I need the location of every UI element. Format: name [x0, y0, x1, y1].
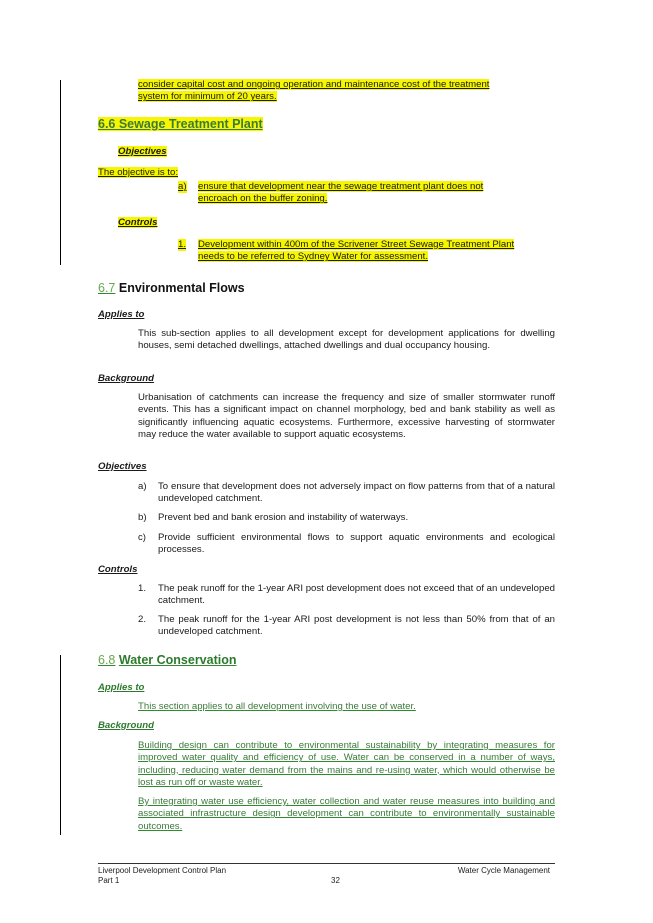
- section-6-7-background-text: Urbanisation of catchments can increase the frequency and size of smaller stormwater runoff events. This has a significant impact on channel morphology, bed and bank stability as well as significantly influencing aquatic ecosystems. Furthermore, excessive harvesting of stormwater may reduce the water available to support aquatic ecosystems.: [138, 392, 555, 440]
- section-6-8-title: [98, 653, 237, 667]
- section-6-7-applies-heading: Applies to: [98, 309, 145, 320]
- list-marker: b): [138, 512, 147, 523]
- section-6-6-intro-text: The objective is to:: [98, 167, 178, 178]
- section-6-7-number: 6.7: [98, 281, 116, 295]
- footer-part: Part 1: [98, 875, 120, 885]
- section-6-6-title-text: 6.6 Sewage Treatment Plant: [98, 117, 263, 131]
- continuation-line-1: consider capital cost and ongoing operation and maintenance cost of the treatment: [138, 79, 490, 90]
- control-1-line-1: Development within 400m of the Scrivener Street Sewage Treatment Plant: [198, 239, 515, 250]
- section-6-8-title-text: Water Conservation: [118, 653, 237, 667]
- objective-a-line-1: ensure that development near the sewage treatment plant does not: [198, 181, 484, 192]
- footer-rule: [98, 863, 555, 864]
- section-6-7-title: [98, 281, 245, 295]
- control-text: The peak runoff for the 1-year ARI post development does not exceed that of an undeveloped catchment.: [158, 583, 555, 607]
- section-6-6-controls-heading: [118, 217, 157, 228]
- list-marker: a): [138, 481, 147, 492]
- section-6-6-controls-label: Controls: [118, 217, 158, 228]
- revision-bar-top: [60, 80, 61, 265]
- continuation-line-2: system for minimum of 20 years.: [138, 91, 277, 103]
- section-6-8-background-heading: Background: [98, 720, 154, 731]
- section-6-7-control-1: [138, 583, 555, 608]
- revision-bar-bottom: [60, 655, 61, 835]
- section-6-8-applies-text: This section applies to all development involving the use of water.: [138, 701, 416, 712]
- list-marker: 1.: [178, 239, 187, 250]
- continuation-text: [138, 79, 555, 104]
- section-6-7-control-2: [138, 614, 555, 639]
- control-1-line-2: needs to be referred to Sydney Water for assessment.: [198, 251, 429, 263]
- section-6-7-objective-b: [138, 512, 555, 524]
- footer-left: [98, 866, 226, 885]
- section-6-7-title-text: Environmental Flows: [118, 281, 245, 295]
- objective-text: Prevent bed and bank erosion and instability of waterways.: [158, 512, 409, 523]
- footer-right: Water Cycle Management: [457, 866, 550, 875]
- objective-a-line-2: encroach on the buffer zoning.: [198, 193, 328, 205]
- page-number: 32: [331, 876, 340, 885]
- section-6-6-objectives-label: Objectives: [118, 146, 167, 157]
- section-6-6-control-1: [178, 239, 555, 264]
- section-6-7-controls-heading: Controls: [98, 564, 138, 575]
- section-6-8-number: 6.8: [98, 653, 116, 667]
- section-6-7-applies-text: This sub-section applies to all development except for development applications for dwelling houses, semi detached dwellings, attached dwellings and dual occupancy housing.: [138, 328, 555, 352]
- list-marker: 1.: [138, 583, 147, 594]
- section-6-8-background-p2: By integrating water use efficiency, water collection and water reuse measures into building and associated infrastructure design development can contribute to environmentally sustainable outcomes.: [138, 796, 555, 832]
- section-6-8-applies-heading: Applies to: [98, 682, 145, 693]
- objective-text: Provide sufficient environmental flows to support aquatic environments and ecological processes.: [158, 532, 555, 556]
- objective-text: To ensure that development does not adversely impact on flow patterns from that of a natural undeveloped catchment.: [158, 481, 555, 505]
- list-marker: a): [178, 181, 187, 192]
- list-marker: 2.: [138, 614, 147, 625]
- section-6-7-objective-a: [138, 481, 555, 506]
- section-6-7-objective-c: [138, 532, 555, 557]
- section-6-6-objective-a: [178, 181, 555, 206]
- section-6-8-background-p1: Building design can contribute to environmental sustainability by integrating measures for improved water quality and efficiency of use. Water can be conserved in a number of ways, including, reducing water demand from the mains and re-using water, which would otherwise be lost as run off or waste water.: [138, 740, 555, 788]
- control-text: The peak runoff for the 1-year ARI post development is not less than 50% from that of an undeveloped catchment.: [158, 614, 555, 638]
- section-6-7-background-heading: Background: [98, 373, 154, 384]
- section-6-6-objectives-heading: [118, 146, 167, 157]
- section-6-6-title: [98, 117, 263, 131]
- list-marker: c): [138, 532, 146, 543]
- footer-plan-name: Liverpool Development Control Plan: [98, 866, 227, 875]
- section-6-6-intro: [98, 167, 178, 179]
- section-6-7-objectives-heading: Objectives: [98, 461, 147, 472]
